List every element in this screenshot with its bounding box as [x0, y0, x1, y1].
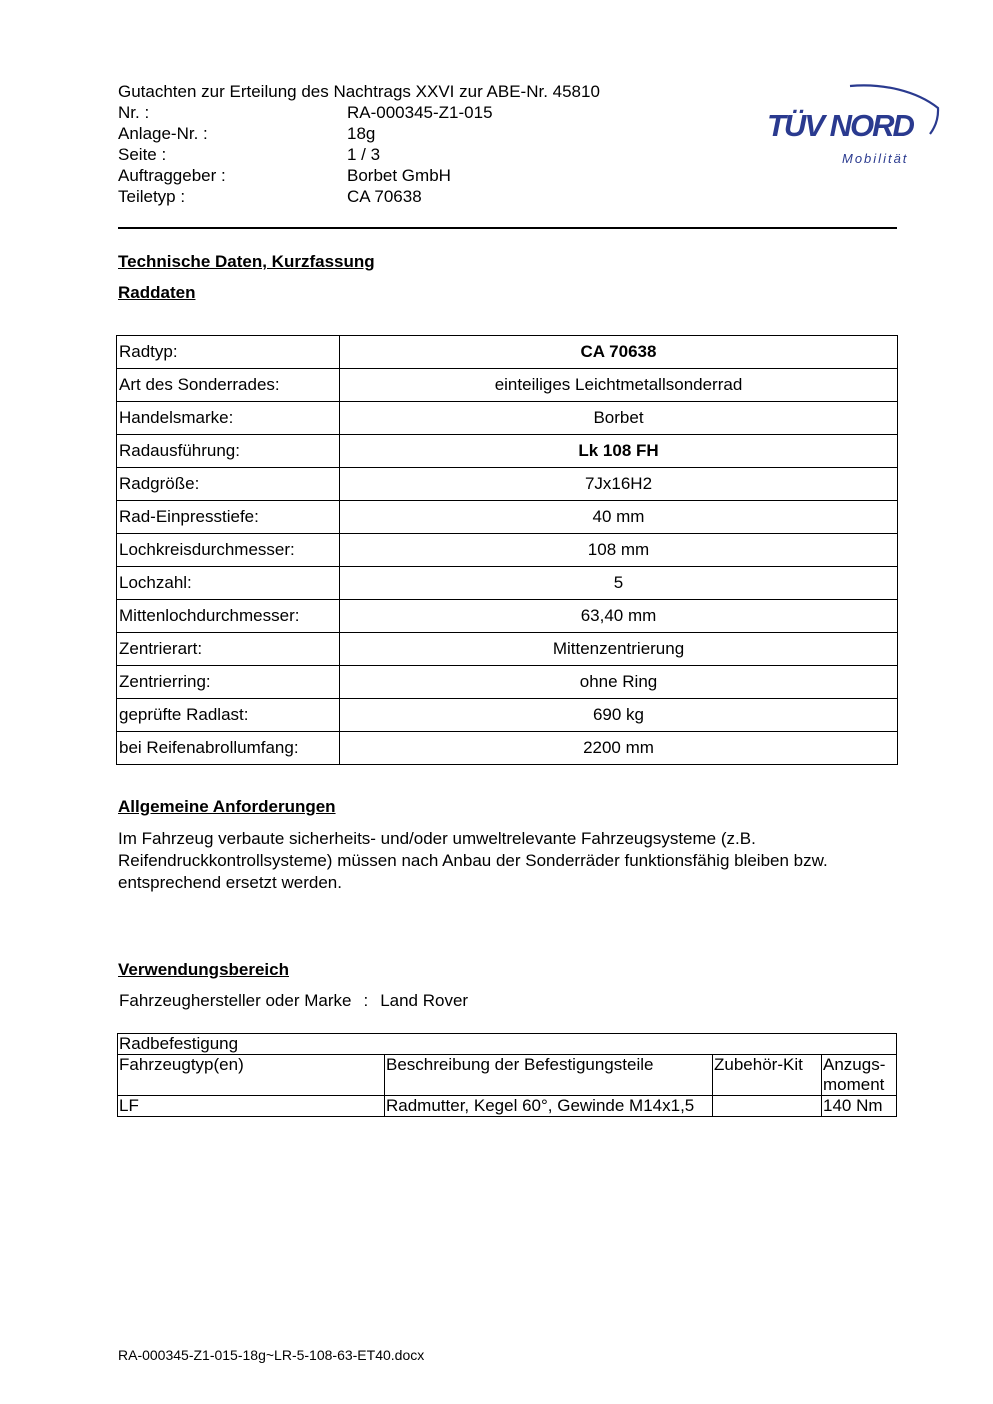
table-row: [117, 600, 898, 633]
header-row-teiletyp: [118, 186, 600, 207]
radbefestigung-title: Radbefestigung: [118, 1034, 897, 1055]
table-row: [117, 369, 898, 402]
raddaten-value: CA 70638: [340, 336, 898, 369]
table-row: [117, 402, 898, 435]
header-label: Teiletyp :: [118, 187, 186, 206]
table-row: [117, 666, 898, 699]
raddaten-value: 108 mm: [340, 534, 898, 567]
table-row: [117, 501, 898, 534]
table-row: [117, 468, 898, 501]
table-row: [117, 699, 898, 732]
table-row: [117, 732, 898, 765]
verwendung-line: [119, 991, 468, 1011]
raddaten-label: Radausführung:: [117, 435, 340, 468]
header-value: CA 70638: [347, 187, 422, 206]
header-label: Seite :: [118, 145, 167, 164]
raddaten-value: einteiliges Leichtmetallsonderrad: [340, 369, 898, 402]
column-header: Zubehör-Kit: [713, 1055, 822, 1096]
header-row-auftraggeber: [118, 165, 600, 186]
section-heading-raddaten: Raddaten: [118, 283, 196, 302]
raddaten-label: Zentrierart:: [117, 633, 340, 666]
tuv-nord-logo: [762, 56, 942, 171]
table-row: [117, 633, 898, 666]
header-row-seite: [118, 144, 600, 165]
table-row: [117, 534, 898, 567]
column-header: Fahrzeugtyp(en): [118, 1055, 385, 1096]
header-row-anlage: [118, 123, 600, 144]
raddaten-value: Lk 108 FH: [340, 435, 898, 468]
raddaten-value: 5: [340, 567, 898, 600]
table-cell: LF: [118, 1096, 385, 1117]
raddaten-value: 63,40 mm: [340, 600, 898, 633]
document-footer-filename: RA-000345-Z1-015-18g~LR-5-108-63-ET40.docx: [118, 1347, 425, 1363]
header-label: Nr. :: [118, 103, 150, 122]
header-value: RA-000345-Z1-015: [347, 103, 493, 122]
table-cell: Radmutter, Kegel 60°, Gewinde M14x1,5: [385, 1096, 713, 1117]
raddaten-label: Lochzahl:: [117, 567, 340, 600]
verwendung-value: Land Rover: [380, 991, 469, 1010]
allgemein-paragraph: Im Fahrzeug verbaute sicherheits- und/oder umweltrelevante Fahrzeugsysteme (z.B. Reifendruckkontrollsysteme) müssen nach Anbau der Sonderräder funktionsfähig bleiben bzw. entsprechend ersetzt werden.: [118, 829, 828, 892]
raddaten-table: [116, 335, 898, 765]
raddaten-label: Mittenlochdurchmesser:: [117, 600, 340, 633]
section-heading-allgemein: Allgemeine Anforderungen: [118, 797, 336, 816]
header-value: 1 / 3: [347, 145, 381, 164]
raddaten-label: Art des Sonderrades:: [117, 369, 340, 402]
column-header: Anzugs-moment: [822, 1055, 897, 1096]
table-cell: 140 Nm: [822, 1096, 897, 1117]
raddaten-label: Lochkreisdurchmesser:: [117, 534, 340, 567]
table-cell: [713, 1096, 822, 1117]
header-label: Auftraggeber :: [118, 166, 226, 185]
logo-subtitle: Mobilität: [842, 151, 909, 166]
verwendung-label: Fahrzeughersteller oder Marke: [119, 991, 352, 1010]
document-header: [118, 81, 600, 207]
raddaten-value: ohne Ring: [340, 666, 898, 699]
raddaten-label: bei Reifenabrollumfang:: [117, 732, 340, 765]
document-title: Gutachten zur Erteilung des Nachtrags XXVI zur ABE-Nr. 45810: [118, 82, 600, 101]
logo-name: TÜV NORD: [767, 108, 913, 143]
raddaten-value: Mittenzentrierung: [340, 633, 898, 666]
header-row-nr: [118, 102, 600, 123]
raddaten-value: 7Jx16H2: [340, 468, 898, 501]
raddaten-value: 2200 mm: [340, 732, 898, 765]
header-value: 18g: [347, 124, 376, 143]
section-heading-tech: Technische Daten, Kurzfassung: [118, 252, 375, 271]
header-label: Anlage-Nr. :: [118, 124, 208, 143]
raddaten-label: Radgröße:: [117, 468, 340, 501]
section-heading-verwendung: Verwendungsbereich: [118, 960, 289, 979]
radbefestigung-table: [117, 1033, 897, 1117]
raddaten-label: Radtyp:: [117, 336, 340, 369]
column-header: Beschreibung der Befestigungsteile: [385, 1055, 713, 1096]
raddaten-value: 40 mm: [340, 501, 898, 534]
raddaten-label: Rad-Einpresstiefe:: [117, 501, 340, 534]
table-row: [117, 336, 898, 369]
raddaten-value: Borbet: [340, 402, 898, 435]
table-row: [117, 435, 898, 468]
raddaten-label: geprüfte Radlast:: [117, 699, 340, 732]
table-title-row: [118, 1034, 897, 1055]
table-row: [118, 1096, 897, 1117]
table-header-row: [118, 1055, 897, 1096]
raddaten-value: 690 kg: [340, 699, 898, 732]
raddaten-label: Zentrierring:: [117, 666, 340, 699]
header-divider: [118, 227, 897, 229]
raddaten-label: Handelsmarke:: [117, 402, 340, 435]
verwendung-colon: :: [363, 991, 369, 1010]
header-value: Borbet GmbH: [347, 166, 451, 185]
table-row: [117, 567, 898, 600]
